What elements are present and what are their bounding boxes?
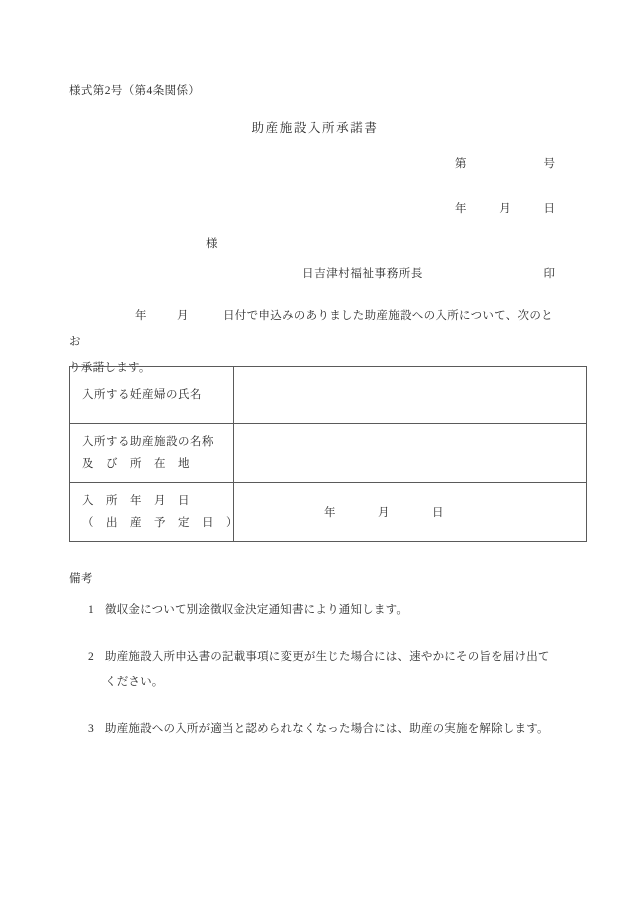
- body-text-line-1: 日付で申込みのありました助産施設への入所について、次のとお: [69, 310, 553, 348]
- entry-table: [69, 366, 587, 542]
- admission-date-month: 月: [378, 507, 390, 519]
- remarks-list: [88, 598, 561, 742]
- list-item: [88, 598, 561, 623]
- body-date-month: 月: [177, 310, 189, 322]
- remark-number: 3: [88, 723, 94, 735]
- document-date-day: 日: [543, 203, 555, 215]
- label-line: 入 所 年 月 日: [82, 495, 190, 507]
- list-item: [88, 717, 561, 742]
- admission-date-year: 年: [324, 507, 336, 519]
- issuer-name: 日吉津村福祉事務所長: [302, 268, 423, 280]
- body-date-year: 年: [135, 310, 147, 322]
- seal-icon: 印: [543, 268, 555, 280]
- admission-date-day: 日: [432, 507, 444, 519]
- document-number-prefix: 第: [455, 158, 467, 170]
- label-line: （ 出 産 予 定 日 ）: [82, 517, 238, 529]
- issuer-line: [302, 265, 555, 281]
- label-line: 入所する助産施設の名称: [82, 436, 214, 448]
- field-applicant-name[interactable]: [234, 367, 587, 424]
- addressee-honorific: 様: [206, 238, 218, 250]
- document-number-line: [455, 155, 555, 171]
- form-number: 様式第2号（第4条関係）: [69, 85, 201, 97]
- remark-text: 徴収金について別途徴収金決定通知書により通知します。: [105, 604, 409, 616]
- document-date-year: 年: [455, 203, 467, 215]
- table-row: [70, 367, 587, 424]
- document-number-suffix: 号: [543, 158, 555, 170]
- header-fields: [455, 155, 555, 216]
- field-admission-date[interactable]: [234, 483, 587, 542]
- remarks-heading: 備考: [69, 573, 93, 585]
- label-line: 入所する妊産婦の氏名: [82, 389, 202, 401]
- row-label-facility-name-address: [70, 424, 234, 483]
- table-row: [70, 483, 587, 542]
- document-date-line: [455, 200, 555, 216]
- date-placeholder: [248, 507, 444, 519]
- label-line: 及 び 所 在 地: [82, 458, 190, 470]
- field-facility-name-address[interactable]: [234, 424, 587, 483]
- document-date-month: 月: [499, 203, 511, 215]
- row-label-applicant-name: [70, 367, 234, 424]
- remark-number: 1: [88, 604, 94, 616]
- remark-number: 2: [88, 651, 94, 663]
- table-row: [70, 424, 587, 483]
- list-item: [88, 645, 561, 695]
- remark-text: 助産施設への入所が適当と認められなくなった場合には、助産の実施を解除します。: [105, 723, 549, 735]
- page-title: 助産施設入所承諾書: [251, 121, 379, 135]
- remark-text: 助産施設入所申込書の記載事項に変更が生じた場合には、速やかにその旨を届け出てください。: [105, 651, 550, 688]
- body-text-line-2: り承諾します。: [69, 362, 151, 374]
- row-label-admission-date: [70, 483, 238, 542]
